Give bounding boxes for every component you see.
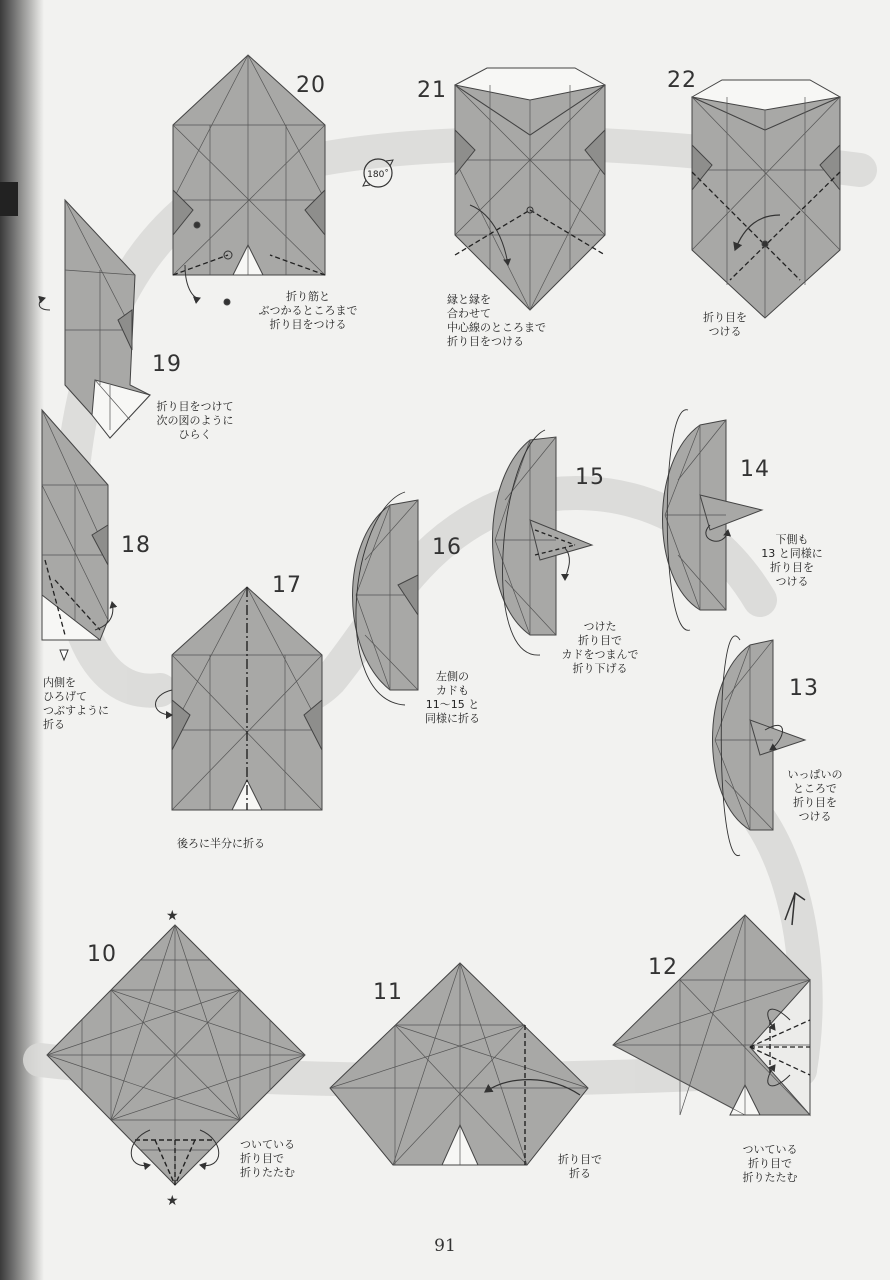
step-16-diagram <box>353 492 419 705</box>
rotate-180-label: 180˚ <box>367 170 389 180</box>
step-number: 22 <box>667 68 697 93</box>
step-caption: 縁と縁を 合わせて 中心線のところまで 折り目をつける <box>447 293 546 348</box>
step-number: 14 <box>740 457 770 482</box>
page-number: 91 <box>434 1236 456 1256</box>
step-number: 18 <box>121 533 151 558</box>
step-caption: 折り目で 折る <box>558 1153 602 1180</box>
step-number: 11 <box>373 980 403 1005</box>
step-caption: 下側も 13 と同様に 折り目を つける <box>761 533 823 588</box>
step-caption: 後ろに半分に折る <box>177 837 265 850</box>
step-number: 17 <box>272 573 302 598</box>
step-number: 19 <box>152 352 182 377</box>
step-caption: つけた 折り目で カドをつまんで 折り下げる <box>561 620 639 675</box>
step-number: 21 <box>417 78 447 103</box>
step-caption: ついている 折り目で 折りたたむ <box>742 1143 798 1184</box>
step-19-diagram <box>39 200 150 438</box>
step-caption: いっぱいの ところで 折り目を つける <box>787 768 843 823</box>
step-number: 20 <box>296 73 326 98</box>
step-caption: 内側を ひろげて つぶすように 折る <box>43 676 109 731</box>
step-number: 10 <box>87 942 117 967</box>
step-number: 15 <box>575 465 605 490</box>
step-caption: 折り目を つける <box>703 311 747 338</box>
step-caption: ついている 折り目で 折りたたむ <box>240 1138 295 1179</box>
step-caption: 左側の カドも 11〜15 と 同様に折る <box>425 670 480 725</box>
step-caption: 折り目をつけて 次の図のように ひらく <box>156 400 234 441</box>
star-symbol: ★ <box>166 1193 179 1209</box>
step-11-diagram <box>330 963 588 1165</box>
step-number: 16 <box>432 535 462 560</box>
step-21-diagram <box>455 68 605 310</box>
step-caption: 折り筋と ぶつかるところまで 折り目をつける <box>258 290 358 331</box>
step-17-diagram <box>156 587 323 810</box>
star-symbol: ★ <box>166 908 179 924</box>
step-22-diagram <box>692 80 840 318</box>
step-number: 12 <box>648 955 678 980</box>
step-number: 13 <box>789 676 819 701</box>
